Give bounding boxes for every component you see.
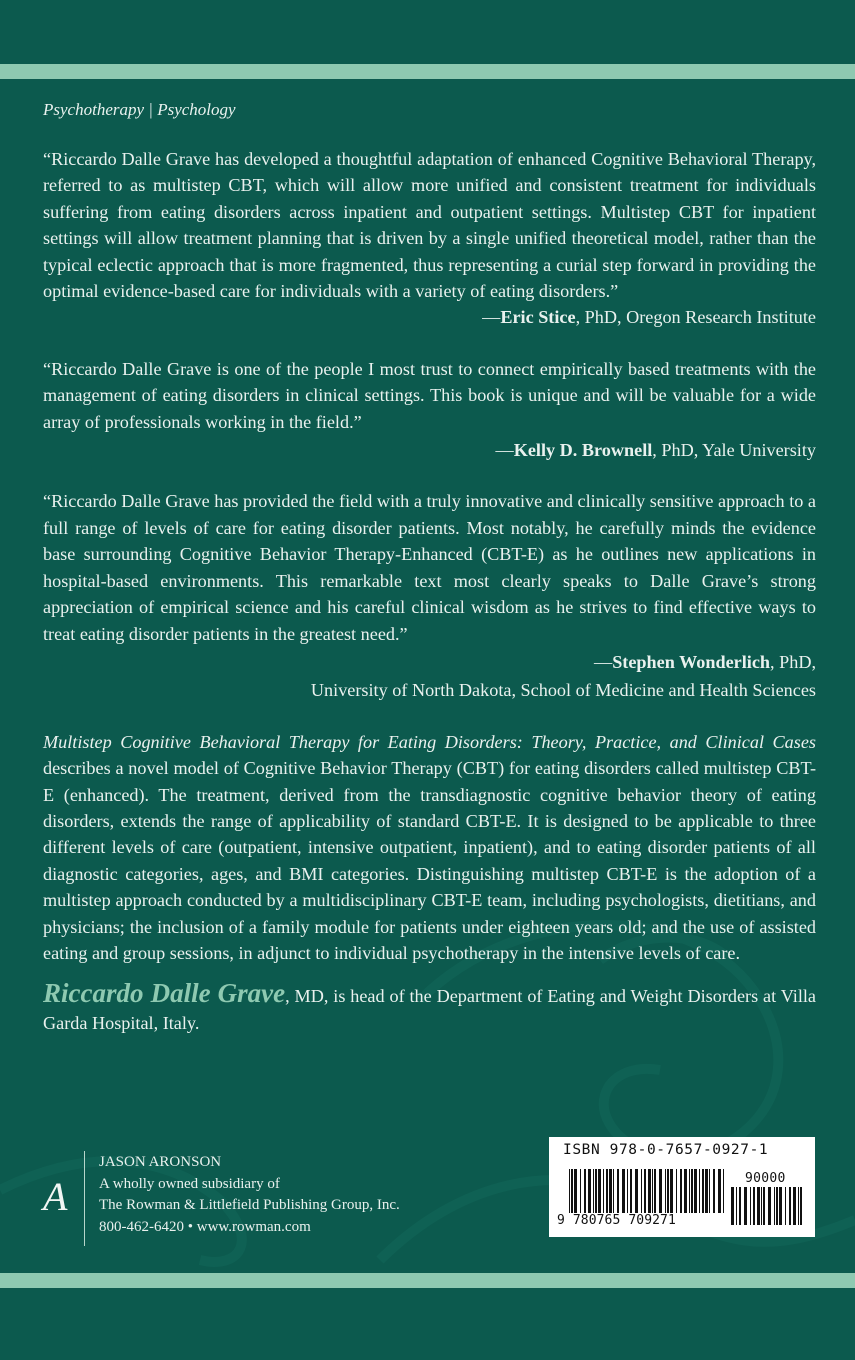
endorsement-attribution: —Eric Stice, PhD, Oregon Research Institute [482, 307, 816, 328]
book-description: Multistep Cognitive Behavioral Therapy for Eating Disorders: Theory, Practice, and Clinical Cases describes a novel model of Cognitive Behavior Therapy (CBT) for eating disorders called multistep CBT-E (enhanced). The treatment, derived from the transdiagnostic cognitive behavior theory of eating disorders, extends the range of applicability of standard CBT-E. It is designed to be applicable to three different levels of care (outpatient, intensive outpatient, inpatient), and to eating disorder patients of all diagnostic categories, ages, and BMI categories. Distinguishing multistep CBT-E is the adoption of a multistep approach conducted by a multidisciplinary CBT-E team, including psychologists, dietitians, and physicians; the inclusion of a family module for patients under eighteen years old; and the use of assisted eating and group sessions, in adjunct to individual psychotherapy in the intensive levels of care. [43, 731, 816, 963]
endorser-name: Stephen Wonderlich [612, 651, 771, 672]
top-band [0, 64, 855, 79]
author-bio: Riccardo Dalle Grave, MD, is head of the Department of Eating and Weight Disorders at Villa Garda Hospital, Italy. [43, 978, 816, 1033]
barcode-digits: 9 780765 709271 [557, 1213, 676, 1228]
endorsement-attribution: —Stephen Wonderlich, PhD, [594, 651, 816, 672]
endorsement-attribution: —Kelly D. Brownell, PhD, Yale University [495, 440, 816, 461]
endorsement-1 [43, 146, 816, 331]
endorsement-2 [43, 356, 816, 464]
divider [84, 1151, 85, 1246]
endorsement-quote: “Riccardo Dalle Grave has developed a thoughtful adaptation of enhanced Cognitive Behavioral Therapy, referred to as multistep CBT, which will allow more unified and consistent treatment for individuals suffering from eating disorders across inpatient and outpatient settings. Multistep CBT for inpatient settings will allow treatment planning that is driven by a single unified theoretical model, rather than the typical eclectic approach that is more fragmented, thus representing a curial step forward in providing the optimal evidence-based care for individuals with a variety of eating disorders.” [43, 149, 816, 302]
back-cover-text [43, 100, 816, 1036]
publisher-logo-icon [40, 1152, 80, 1222]
author-name: Riccardo Dalle Grave [43, 978, 286, 1009]
publisher-subsidiary: A wholly owned subsidiary of [99, 1175, 280, 1192]
book-title: Multistep Cognitive Behavioral Therapy for Eating Disorders: Theory, Practice, and Clinical Cases [43, 731, 816, 752]
endorsement-quote: “Riccardo Dalle Grave has provided the field with a truly innovative and clinically sensitive approach to a full range of levels of care for eating disorder patients. Most notably, he carefully minds the evidence base surrounding Cognitive Behavior Therapy-Enhanced (CBT-E) as he outlines new applications in hospital-based environments. This remarkable text most clearly speaks to Dalle Grave’s strong appreciation of empirical science and his careful clinical wisdom as he strives to find effective ways to treat eating disorder patients in the greatest need.” [43, 491, 816, 644]
endorser-name: Eric Stice [500, 307, 576, 328]
publisher-block [40, 1152, 400, 1246]
isbn-barcode [549, 1137, 815, 1237]
endorser-institution: University of North Dakota, School of Medicine and Health Sciences [310, 680, 816, 701]
bottom-band [0, 1273, 855, 1288]
endorser-name: Kelly D. Brownell [513, 440, 653, 461]
publisher-name: JASON ARONSON [99, 1154, 222, 1170]
publisher-parent: The Rowman & Littlefield Publishing Group, Inc. [99, 1197, 400, 1213]
publisher-contact: 800-462-6420 • www.rowman.com [99, 1218, 311, 1235]
svg-text:A: A [43, 1174, 68, 1219]
isbn-label: ISBN 978-0-7657-0927-1 [563, 1142, 769, 1158]
price-code: 90000 [745, 1171, 786, 1186]
category-label: Psychotherapy | Psychology [43, 100, 236, 119]
endorsement-3 [43, 488, 816, 703]
endorsement-quote: “Riccardo Dalle Grave is one of the people I most trust to connect empirically based treatments with the management of eating disorders in clinical settings. This book is unique and will be valuable for a wide array of professionals working in the field.” [43, 358, 816, 432]
